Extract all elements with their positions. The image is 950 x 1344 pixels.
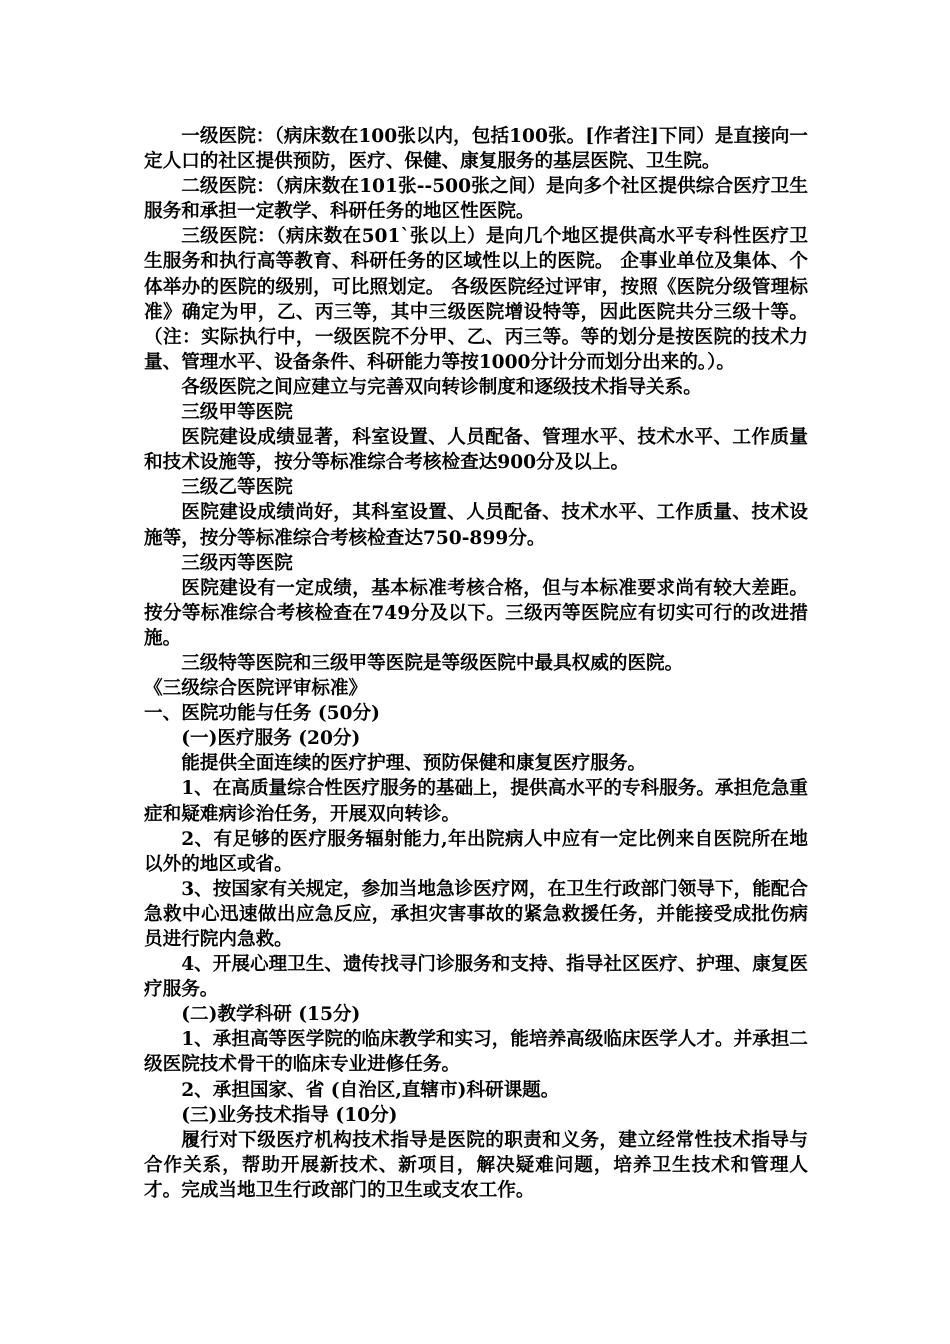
paragraph-grade-3a: 医院建设成绩显著，科室设置、人员配备、管理水平、技术水平、工作质量和技术设施等，按分等标准综合考核检查达900分及以上。 xyxy=(144,427,808,474)
list-item-teaching-2: 2、承担国家、省 (自治区,直辖市)科研课题。 xyxy=(181,1079,560,1101)
subsection-heading-technical-guidance: (三)业务技术指导 (10分) xyxy=(181,1104,398,1126)
list-item-medical-1: 1、在高质量综合性医疗服务的基础上，提供高水平的专科服务。承担危急重症和疑难病诊治任务，开展双向转诊。 xyxy=(144,778,808,825)
list-item-medical-2: 2、有足够的医疗服务辐射能力,年出院病人中应有一定比例来自医院所在地以外的地区或省。 xyxy=(144,828,808,875)
subsection-heading-medical-service: (一)医疗服务 (20分) xyxy=(181,728,361,750)
standard-title: 《三级综合医院评审标准》 xyxy=(144,678,368,700)
heading-grade-3a: 三级甲等医院 xyxy=(181,402,293,424)
paragraph-grade-3c: 医院建设有一定成绩，基本标准考核合格，但与本标准要求尚有较大差距。按分等标准综合考核检查在749分及以下。三级丙等医院应有切实可行的改进措施。 xyxy=(144,577,808,649)
heading-grade-3c: 三级丙等医院 xyxy=(181,552,293,574)
paragraph-authority: 三级特等医院和三级甲等医院是等级医院中最具权威的医院。 xyxy=(181,652,684,674)
list-item-medical-3: 3、按国家有关规定，参加当地急诊医疗网，在卫生行政部门领导下，能配合急救中心迅速做出应急反应，承担灾害事故的紧急救援任务，并能接受成批伤病员进行院内急救。 xyxy=(144,878,808,950)
section-heading-functions: 一、医院功能与任务 (50分) xyxy=(144,703,380,725)
paragraph-technical-guidance: 履行对下级医疗机构技术指导是医院的职责和义务，建立经常性技术指导与合作关系，帮助开展新技术、新项目，解决疑难问题，培养卫生技术和管理人才。完成当地卫生行政部门的卫生或支农工作。 xyxy=(144,1129,808,1201)
list-item-medical-4: 4、开展心理卫生、遗传找寻门诊服务和支持、指导社区医疗、护理、康复医疗服务。 xyxy=(144,954,808,1001)
list-item-teaching-1: 1、承担高等医学院的临床教学和实习，能培养高级临床医学人才。并承担二级医院技术骨干的临床专业进修任务。 xyxy=(144,1029,808,1076)
paragraph-level-one-hospital: 一级医院：（病床数在100张以内，包括100张。[作者注]下同）是直接向一定人口的社区提供预防，医疗、保健、康复服务的基层医院、卫生院。 xyxy=(144,126,808,173)
paragraph-level-two-hospital: 二级医院：（病床数在101张--500张之间）是向多个社区提供综合医疗卫生服务和承担一定教学、科研任务的地区性医院。 xyxy=(144,176,808,223)
document-page xyxy=(144,124,808,1203)
paragraph-level-three-hospital: 三级医院：（病床数在501`张以上）是向几个地区提供高水平专科性医疗卫生服务和执行高等教育、科研任务的区域性以上的医院。 企事业单位及集体、个体举办的医院的级别，可比照划定。 各级医院经过评审，按照《医院分级管理标准》确定为甲，乙、丙三等，其中三级医院增设特等，因此医院共分三级十等。（注：实际执行中，一级医院不分甲、乙、丙三等。等的划分是按医院的技术力量、管理水平、设备条件、科研能力等按1000分计分而划分出来的。）。 xyxy=(144,226,808,373)
paragraph-medical-service-intro: 能提供全面连续的医疗护理、预防保健和康复医疗服务。 xyxy=(181,753,647,775)
heading-grade-3b: 三级乙等医院 xyxy=(181,477,293,499)
subsection-heading-teaching-research: (二)教学科研 (15分) xyxy=(181,1004,361,1026)
paragraph-grade-3b: 医院建设成绩尚好，其科室设置、人员配备、技术水平、工作质量、技术设施等，按分等标准综合考核检查达750-899分。 xyxy=(144,502,808,549)
paragraph-referral-system: 各级医院之间应建立与完善双向转诊制度和逐级技术指导关系。 xyxy=(181,376,702,398)
